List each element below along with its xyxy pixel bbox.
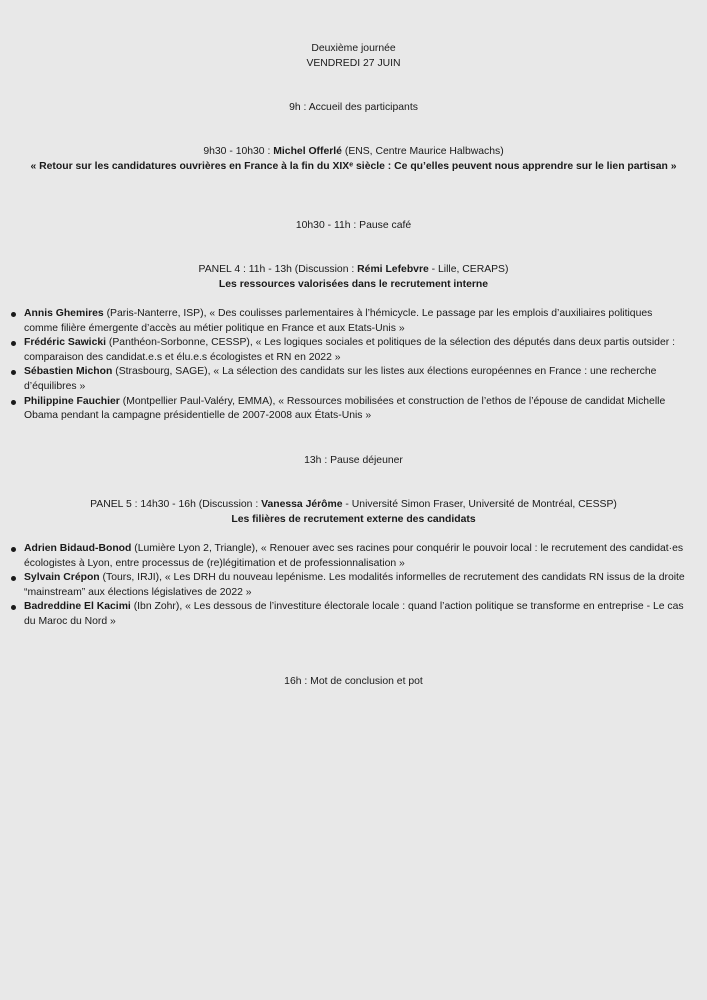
keynote-time: 9h30 - 10h30 : <box>203 146 274 157</box>
panel5-title: Les filières de recrutement externe des candidats <box>231 513 476 525</box>
speaker-name: Sébastien Michon <box>24 366 113 378</box>
day-label: Deuxième journée <box>311 43 396 54</box>
panel4-talks <box>24 307 686 424</box>
talk-details: (Strasbourg, SAGE), « La sélection des candidats sur les listes aux élections européennes en France : une recherche d’équilibres » <box>24 366 657 392</box>
day-header <box>0 42 707 71</box>
speaker-name: Adrien Bidaud-Bonod <box>24 543 132 554</box>
panel5-header <box>0 498 707 527</box>
panel5-talks <box>24 542 686 630</box>
day-date: VENDREDI 27 JUIN <box>306 57 401 69</box>
panel5-line <box>0 498 707 513</box>
talk-details: (Ibn Zohr), « Les dessous de l’investiture électorale locale : quand l’action politique se transforme en entreprise - Le cas du Maroc du Nord » <box>24 601 684 627</box>
panel4-title: Les ressources valorisées dans le recrutement interne <box>218 278 489 290</box>
panel4-discussant: Rémi Lefebvre <box>357 264 429 275</box>
panel5-discussant-affiliation: - Université Simon Fraser, Université de Montréal, CESSP) <box>342 499 617 510</box>
coffee-break: 10h30 - 11h : Pause café <box>295 220 412 231</box>
list-item <box>24 395 686 424</box>
talk-details: (Paris-Nanterre, ISP), « Des coulisses parlementaires à l’hémicycle. Le passage par les emplois d’auxiliaires politiques comme filière émergente d’accès au métier politique en France et aux Etats-Unis » <box>24 308 653 334</box>
list-item <box>24 307 686 336</box>
panel5-discussant: Vanessa Jérôme <box>261 499 343 510</box>
list-item <box>24 336 686 365</box>
keynote-slot <box>0 145 707 174</box>
talk-details: (Tours, IRJI), « Les DRH du nouveau lepénisme. Les modalités informelles de recrutement des candidats RN issus de la droite “mainstream” aux élections législatives de 2022 » <box>24 572 685 598</box>
speaker-name: Philippine Fauchier <box>24 395 120 407</box>
keynote-speaker: Michel Offerlé <box>273 146 342 157</box>
panel4-header <box>0 263 707 292</box>
list-item <box>24 600 686 629</box>
speaker-name: Frédéric Sawicki <box>24 337 107 349</box>
talk-details: (Montpellier Paul-Valéry, EMMA), « Ressources mobilisées et construction de l’ethos de l’épouse de candidat Michelle Obama pendant la campagne présidentielle de 2007-2008 aux États-Unis » <box>24 395 666 422</box>
welcome-slot: 9h : Accueil des participants <box>289 102 418 113</box>
keynote-title: « Retour sur les candidatures ouvrières en France à la fin du XIXᵉ siècle : Ce qu’elles peuvent nous apprendre sur le lien partisan » <box>30 160 677 172</box>
speaker-name: Badreddine El Kacimi <box>24 601 131 613</box>
panel4-line <box>0 263 707 278</box>
speaker-name: Sylvain Crépon <box>24 572 100 584</box>
list-item <box>24 542 686 571</box>
keynote-line <box>0 145 707 160</box>
speaker-name: Annis Ghemires <box>24 308 104 319</box>
list-item <box>24 365 686 394</box>
keynote-affiliation: (ENS, Centre Maurice Halbwachs) <box>341 146 504 157</box>
closing-slot: 16h : Mot de conclusion et pot <box>284 676 423 687</box>
talk-details: (Panthéon-Sorbonne, CESSP), « Les logiques sociales et politiques de la sélection des députés dans deux partis outsider : comparaison des candidat.e.s et élu.e.s écologistes et RN en 2022 » <box>24 337 675 363</box>
talk-details: (Lumière Lyon 2, Triangle), « Renouer avec ses racines pour conquérir le pouvoir local : le recrutement des candidat·es écologistes à Lyon, entre processus de (re)légitimation et de professionnalisation » <box>24 543 684 569</box>
lunch-break: 13h : Pause déjeuner <box>304 455 403 466</box>
panel4-discussant-affiliation: - Lille, CERAPS) <box>428 264 509 275</box>
panel5-intro: PANEL 5 : 14h30 - 16h (Discussion : <box>90 499 262 510</box>
panel4-intro: PANEL 4 : 11h - 13h (Discussion : <box>198 264 358 275</box>
list-item <box>24 571 686 600</box>
